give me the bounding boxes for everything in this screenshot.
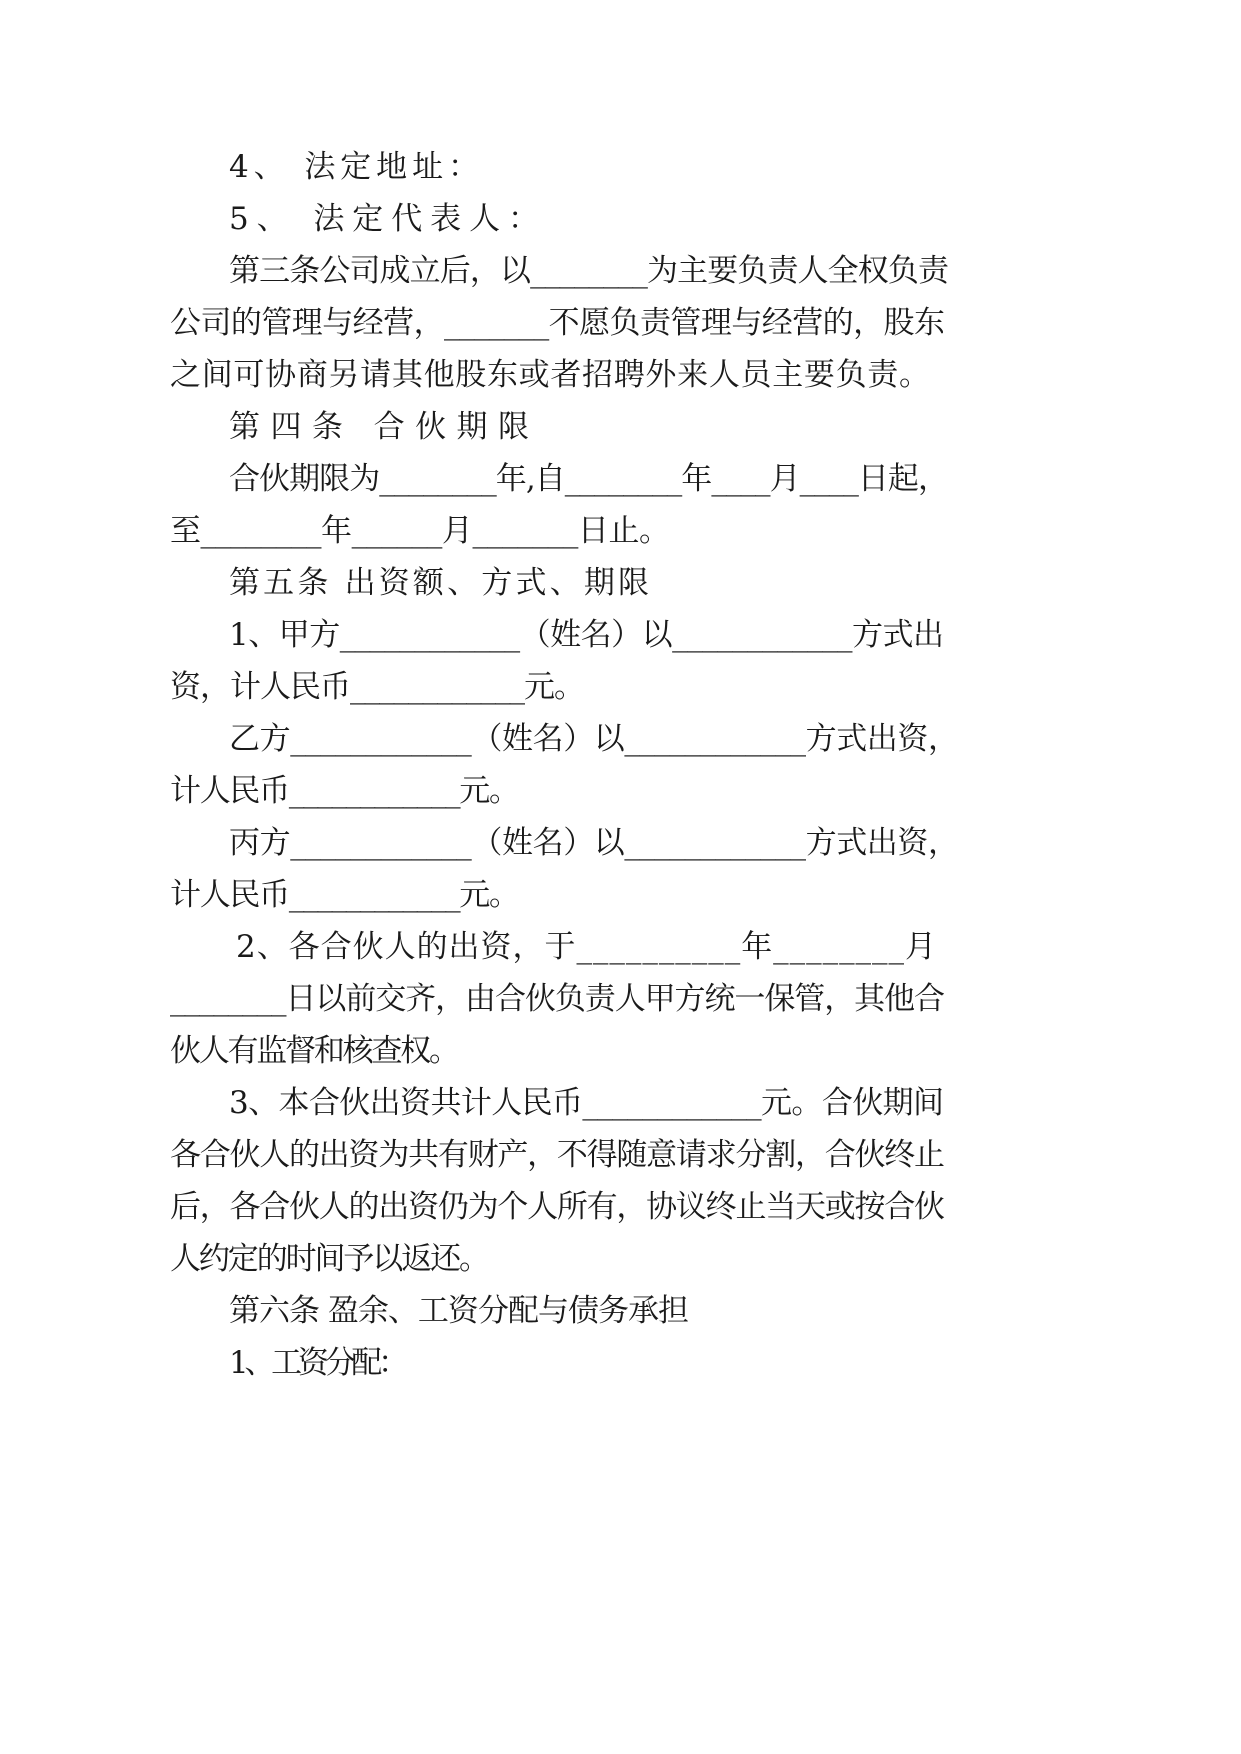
- text-line: 第四条 合伙期限: [229, 409, 540, 445]
- text-line: 丙方____________（姓名）以____________方式出资，: [229, 825, 959, 861]
- text-line: 公司的管理与经营，_______不愿负责管理与经营的，股东: [170, 305, 945, 341]
- text-line: 5、 法定代表人：: [229, 201, 547, 237]
- text-line: 合伙期限为________年,自________年____月____日起，: [229, 461, 949, 497]
- text-line: 各合伙人的出资为共有财产，不得随意请求分割，合伙终止: [170, 1137, 944, 1173]
- text-line: 至________年______月_______日止。: [170, 513, 670, 549]
- text-line: 计人民币____________元。: [170, 877, 519, 913]
- text-line: 之间可协商另请其他股东或者招聘外来人员主要负责。: [170, 357, 931, 393]
- text-line: 计人民币____________元。: [170, 773, 519, 809]
- text-line: 后，各合伙人的出资仍为个人所有，协议终止当天或按合伙: [170, 1189, 944, 1225]
- text-line: 第六条 盈余、工资分配与债务承担: [229, 1293, 689, 1329]
- text-line: 第五条 出资额、方式、期限: [229, 565, 653, 601]
- text-line: ________日以前交齐，由合伙负责人甲方统一保管，其他合: [170, 981, 944, 1017]
- text-line: 第三条公司成立后，以________为主要负责人全权负责: [229, 253, 949, 289]
- text-line: 1、甲方____________（姓名）以____________方式出: [229, 617, 944, 653]
- text-line: 2、各合伙人的出资，于__________年________月: [236, 929, 937, 965]
- text-line: 3、本合伙出资共计人民币____________元。合伙期间: [229, 1085, 944, 1121]
- text-line: 乙方____________（姓名）以____________方式出资，: [229, 721, 959, 757]
- text-line: 伙人有监督和核查权。: [170, 1033, 458, 1069]
- text-line: 4、 法定地址：: [229, 149, 484, 185]
- text-line: 资，计人民币____________元。: [170, 669, 584, 705]
- text-line: 1、工资分配：: [229, 1345, 405, 1381]
- text-line: 人约定的时间予以返还。: [170, 1241, 488, 1277]
